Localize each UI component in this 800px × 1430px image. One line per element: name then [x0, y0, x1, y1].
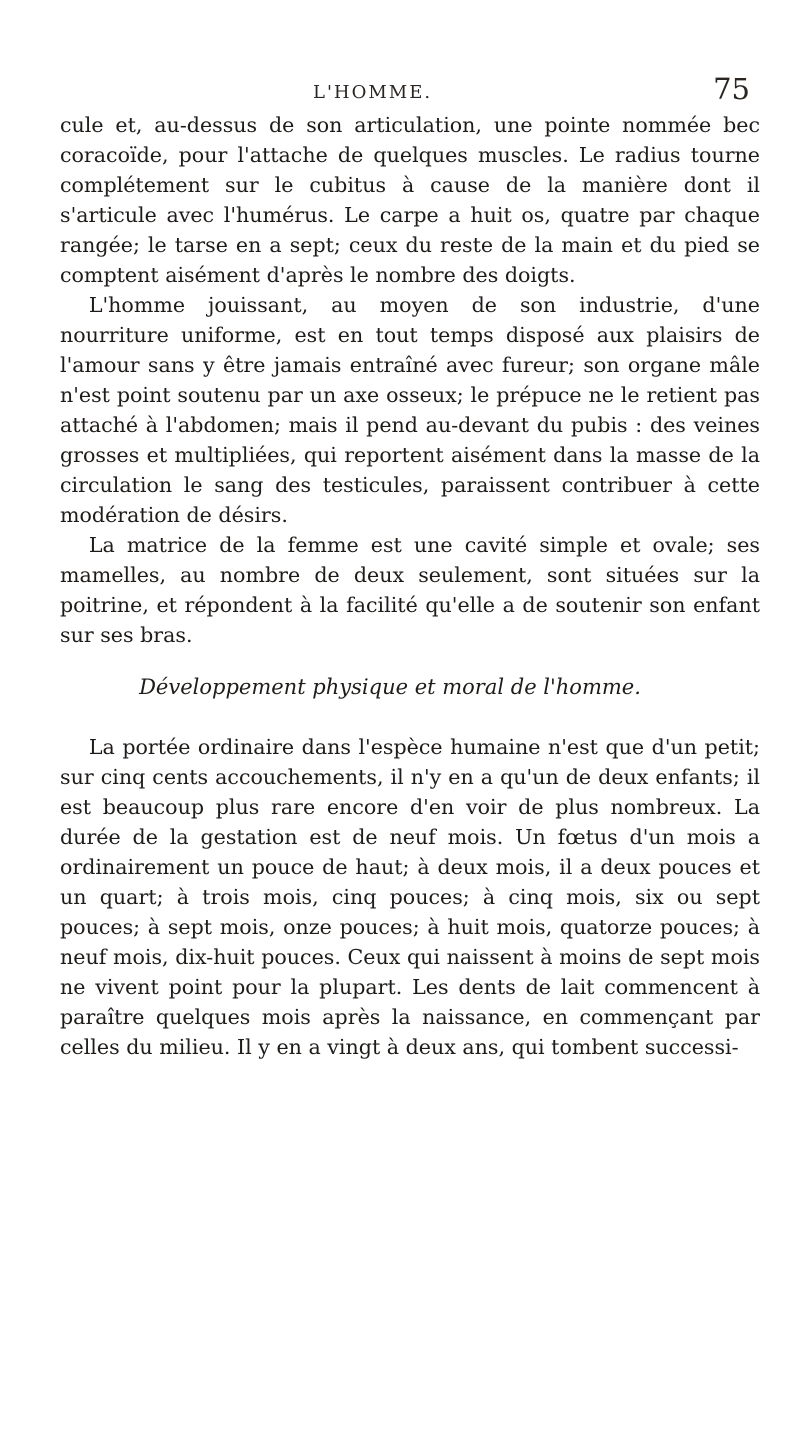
paragraph-portee: La portée ordinaire dans l'espèce humaine n'est que d'un petit; sur cinq cents accouchements, il n'y en a qu'un de deux enfants; il est beaucoup plus rare encore d'en voir de plus nombreux. La durée de la gestation est de neuf mois. Un fœtus d'un mois a ordinairement un pouce de haut; à deux mois, il a deux pouces et un quart; à trois mois, cinq pouces; à cinq mois, six ou sept pouces; à sept mois, onze pouces; à huit mois, quatorze pouces; à neuf mois, dix-huit pouces. Ceux qui naissent à moins de sept mois ne vivent point pour la plupart. Les dents de lait commencent à paraître quelques mois après la naissance, en commençant par celles du milieu. Il y en a vingt à deux ans, qui tombent successi-: [60, 735, 760, 1059]
running-title: L'HOMME.: [313, 82, 433, 103]
section-heading: Développement physique et moral de l'homme.: [139, 675, 641, 699]
page-number: 75: [713, 72, 750, 106]
paragraph-matrice: La matrice de la femme est une cavité simple et ovale; ses mamelles, au nombre de deux seulement, sont situées sur la poitrine, et répondent à la facilité qu'elle a de soutenir son enfant sur ses bras.: [60, 533, 760, 647]
body-text: [60, 110, 760, 1062]
paragraph-homme-nourriture: L'homme jouissant, au moyen de son industrie, d'une nourriture uniforme, est en tout temps disposé aux plaisirs de l'amour sans y être jamais entraîné avec fureur; son organe mâle n'est point soutenu par un axe osseux; le prépuce ne le retient pas attaché à l'abdomen; mais il pend au-devant du pubis : des veines grosses et multipliées, qui reportent aisément dans la masse de la circulation le sang des testicules, paraissent contribuer à cette modération de désirs.: [60, 293, 760, 527]
paragraph-continuation: cule et, au-dessus de son articulation, une pointe nommée bec coracoïde, pour l'attache de quelques muscles. Le radius tourne complétement sur le cubitus à cause de la manière dont il s'articule avec l'humérus. Le carpe a huit os, quatre par chaque rangée; le tarse en a sept; ceux du reste de la main et du pied se comptent aisément d'après le nombre des doigts.: [60, 113, 760, 287]
